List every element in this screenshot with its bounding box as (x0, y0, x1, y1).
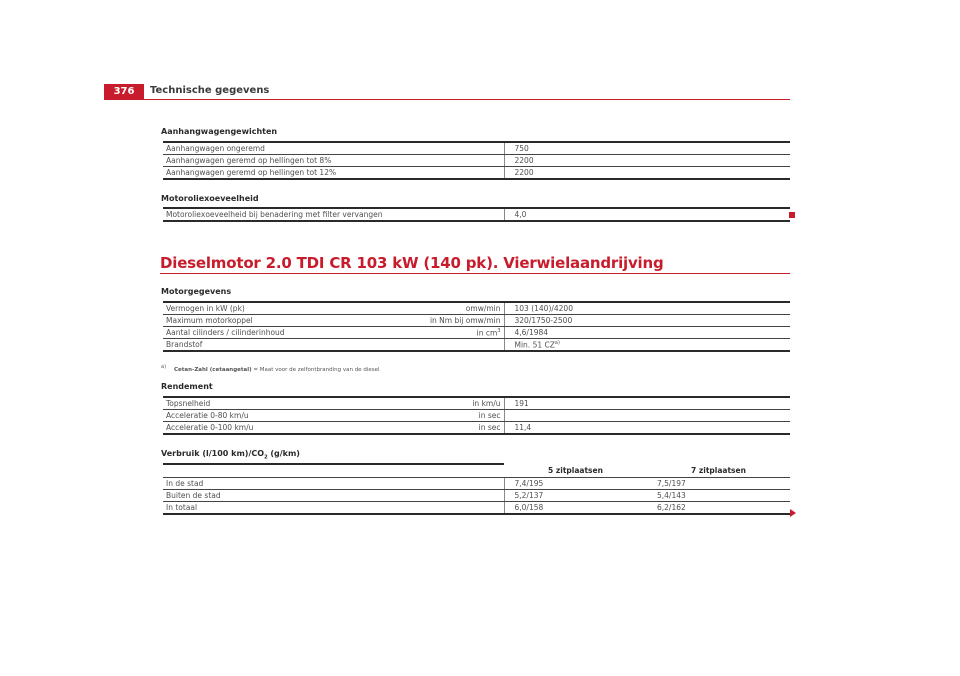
row-value-5-seats: 7,4/195 (504, 478, 647, 490)
row-value-7-seats: 7,5/197 (647, 478, 790, 490)
consumption-label-unit: (g/km) (267, 449, 300, 458)
row-unit: in sec (363, 410, 504, 422)
table-row (163, 142, 790, 155)
row-label: Aanhangwagen geremd op hellingen tot 8% (163, 155, 504, 167)
table-row (163, 315, 790, 327)
row-label: Aantal cilinders / cilinderinhoud (163, 327, 363, 339)
row-label: Buiten de stad (163, 490, 504, 502)
row-label: Aanhangwagen ongeremd (163, 142, 504, 155)
row-unit (363, 339, 504, 352)
row-label: Vermogen in kW (pk) (163, 302, 363, 315)
row-label: Maximum motorkoppel (163, 315, 363, 327)
footnote-reference: a) (554, 339, 560, 346)
page-header-title: Technische gegevens (150, 85, 270, 96)
consumption-label-text: Verbruik (l/100 km)/CO (161, 449, 265, 458)
unit-superscript: 3 (497, 327, 501, 334)
row-label: Topsnelheid (163, 397, 363, 410)
header-divider (104, 99, 790, 100)
row-value: 2200 (504, 155, 790, 167)
row-unit (363, 327, 504, 339)
footnote-text: = Maat voor de zelfontbranding van de diesel (251, 366, 380, 373)
table-header-row (163, 464, 790, 478)
table-row (163, 410, 790, 422)
footnote (161, 364, 380, 373)
row-value: 4,0 (504, 208, 790, 221)
table-row (163, 208, 790, 221)
continue-arrow-icon (790, 509, 796, 517)
footnote-term: Cetan-Zahl (cetaangetal) (174, 366, 252, 373)
row-value-5-seats: 5,2/137 (504, 490, 647, 502)
oil-quantity-label: Motorolieхoeveelheid (161, 194, 259, 203)
row-unit: in Nm bij omw/min (363, 315, 504, 327)
row-label: Acceleratie 0-80 km/u (163, 410, 363, 422)
row-value: 103 (140)/4200 (504, 302, 790, 315)
section-divider (160, 273, 790, 274)
row-label: Acceleratie 0-100 km/u (163, 422, 363, 435)
row-value: 191 (504, 397, 790, 410)
value-text: Min. 51 CZ (514, 340, 555, 350)
row-label: Aanhangwagen geremd op hellingen tot 12% (163, 167, 504, 180)
row-value: 320/1750-2500 (504, 315, 790, 327)
table-row (163, 302, 790, 315)
footnote-marker: a) (161, 364, 167, 370)
engine-data-label: Motorgegevens (161, 287, 232, 296)
trailer-weights-label: Aanhangwagengewichten (161, 127, 278, 136)
table-row (163, 339, 790, 352)
table-row (163, 327, 790, 339)
table-row (163, 155, 790, 167)
engine-data-table (163, 301, 790, 352)
header-spacer (163, 464, 504, 478)
row-value: 2200 (504, 167, 790, 180)
row-value (504, 339, 790, 352)
column-header-5-seats: 5 zitplaatsen (548, 466, 603, 475)
trailer-weights-table (163, 141, 790, 180)
row-unit: omw/min (363, 302, 504, 315)
row-value-5-seats: 6,0/158 (504, 502, 647, 515)
table-row (163, 422, 790, 435)
row-label: In totaal (163, 502, 504, 515)
row-value: 4,6/1984 (504, 327, 790, 339)
row-value: 750 (504, 142, 790, 155)
performance-table (163, 396, 790, 435)
row-value-7-seats: 6,2/162 (647, 502, 790, 515)
row-unit: in sec (363, 422, 504, 435)
oil-quantity-table (163, 207, 790, 222)
table-row (163, 167, 790, 180)
row-value (504, 410, 790, 422)
row-label: In de stad (163, 478, 504, 490)
consumption-table (163, 463, 790, 515)
section-title: Dieselmotor 2.0 TDI CR 103 kW (140 pk). Vierwielaandrijving (160, 254, 664, 272)
row-value-7-seats: 5,4/143 (647, 490, 790, 502)
section-end-marker (789, 212, 795, 218)
table-row (163, 490, 790, 502)
table-row (163, 502, 790, 515)
row-label: Motorolieхoeveelheid bij benadering met filter vervangen (163, 208, 504, 221)
table-row (163, 397, 790, 410)
unit-text: in cm (476, 328, 498, 338)
consumption-label (161, 449, 300, 461)
row-label: Brandstof (163, 339, 363, 352)
row-value: 11,4 (504, 422, 790, 435)
consumption-label-subscript: 2 (264, 454, 268, 461)
page-number: 376 (104, 84, 144, 99)
table-row (163, 478, 790, 490)
performance-label: Rendement (161, 382, 213, 391)
row-unit: in km/u (363, 397, 504, 410)
column-header-7-seats: 7 zitplaatsen (691, 466, 746, 475)
